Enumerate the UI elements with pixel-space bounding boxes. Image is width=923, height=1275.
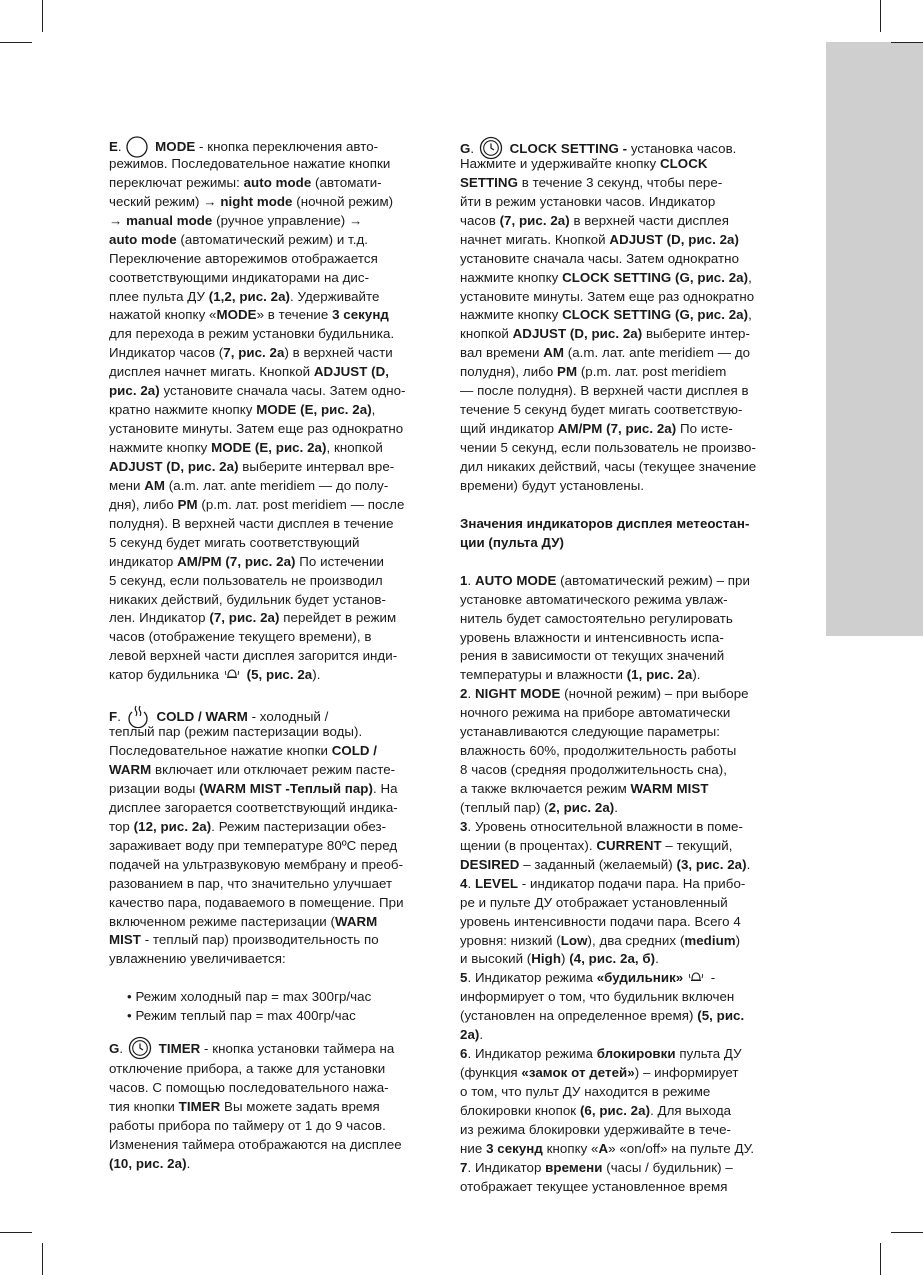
crop-mark [0,1232,32,1233]
crop-mark [42,0,43,32]
indicator-4: 4. LEVEL - индикатор подачи пара. На прибо- ре и пульте ДУ отображает установленный уровень интенсивности подачи пара. Всего 4 уровня: низкий (Low), два средних (medium) и высокий (High) (4, рис. 2a, б). [460,875,746,967]
section-title: CLOCK SETTING - [509,141,628,156]
indicator-2: 2. NIGHT MODE (ночной режим) – при выборе ночного режима на приборе автоматически устанавливаются следующие параметры: влажность 60%, продолжительность работы 8 часов (средняя продолжительность сна), а также включается режим WARM MIST (теплый пар) (2, рис. 2a). [460,686,749,815]
crop-mark [42,1243,43,1275]
section-f: F. COLD / WARM - холодный / теплый пар (режим пастеризации воды). Последовательное нажатие кнопки COLD / WARM включает или отключает режим пасте- ризации воды (WARM MIST -Теплый пар). На дисплее загорается соответствующий индика- тор (12, рис. 2a). Режим пастеризации обез- зараживает воду при температуре 80ºC перед подачей на ультразвуковую мембрану и преоб- разованием в пар, что значительно улучшает качество пара, подаваемого в помещение. При включенном режиме пастеризации (WARM MIST - теплый пар) производительность по увлажнению увеличивается: • Режим холодный пар = max 300гр/час • Режим теплый пар = max 400гр/час [109,704,449,1026]
crop-mark [891,1232,923,1233]
indicator-7: 7. Индикатор времени (часы / будильник) – отображает текущее установленное время [460,1159,733,1194]
section-title: MODE [155,139,196,154]
section-letter: G [109,1041,120,1057]
alarm-bell-icon [224,667,240,687]
indicator-6: 6. Индикатор режима блокировки пульта ДУ (функция «замок от детей») – информирует о том, что пульт ДУ находится в режиме блокировки кнопок (6, рис. 2a). Для выхода из режима блокировки удерживайте в тече- ние 3 секунд кнопку «A» «on/off» на пульте ДУ. [460,1046,755,1156]
list-item: • Режим теплый пар = max 400гр/час [127,1008,356,1024]
crop-mark [880,0,881,32]
side-tab [826,42,923,636]
indicator-1: 1. AUTO MODE (автоматический режим) – при установке автоматического режима увлаж- нитель будет самостоятельно регулировать уровень влажности и интенсивность испа- рения в зависимости от текущих значений температуры и влажности (1, рис. 2a). [460,572,750,683]
left-column [109,136,449,1174]
crop-mark [891,42,923,43]
right-column [460,136,795,1197]
list-item: • Режим холодный пар = max 300гр/час [127,989,372,1005]
indicator-3: 3. Уровень относительной влажности в поме- щении (в процентах). CURRENT – текущий, DESIRED – заданный (желаемый) (3, рис. 2a). [460,818,751,872]
section-letter: G [460,141,471,156]
crop-mark [880,1243,881,1275]
section-heading: Значения индикаторов дисплея метеостан- ции (пульта ДУ) [460,515,750,550]
crop-mark [0,42,32,43]
section-title: TIMER [158,1041,201,1057]
section-letter: F [109,709,118,725]
indicator-5: 5. Индикатор режима «будильник» - информирует о том, что будильник включен (установлен на определенное время) (5, рис. 2a). [460,970,745,1043]
section-g-clock: G. CLOCK SETTING - установка часов. Нажмите и удерживайте кнопку CLOCK SETTING в течение 3 секунд, чтобы пере- йти в режим установки часов. Индикатор часов (7, рис. 2a) в верхней части дисплея начнет мигать. Кнопкой ADJUST (D, рис. 2a) установите сначала часы. Затем однократно нажмите кнопку CLOCK SETTING (G, рис. 2a), установите минуты. Затем еще раз однократно нажмите кнопку CLOCK SETTING (G, рис. 2a), кнопкой ADJUST (D, рис. 2a) выберите интер- вал времени AM (a.m. лат. ante meridiem — до полудня), либо PM (p.m. лат. post meridiem — после полудня). В верхней части дисплея в течение 5 секунд будет мигать соответствую- щий индикатор AM/PM (7, рис. 2a) По исте- чении 5 секунд, если пользователь не произво- дил никаких действий, часы (текущее значение времени) будут установлены. [460,136,795,496]
section-g-timer: G. TIMER - кнопка установки таймера на отключение прибора, а также для установки часов. С помощью последовательного нажа- тия кнопки TIMER Вы можете задать время работы прибора по таймеру от 1 до 9 часов. Изменения таймера отображаются на дисплее (10, рис. 2a). [109,1036,449,1174]
section-letter: E [109,139,118,154]
section-e: E. MODE - кнопка переключения авто- режимов. Последовательное нажатие кнопки переключат режимы: auto mode (автомати- ческий режим) → night mode (ночной режим) → manual mode (ручное управление) → auto mode (автоматический режим) и т.д. Переключение авторежимов отображается соответствующими индикаторами на дис- плее пульта ДУ (1,2, рис. 2a). Удерживайте нажатой кнопку «MODE» в течение 3 секунд для перехода в режим установки будильника. Индикатор часов (7, рис. 2a) в верхней части дисплея начнет мигать. Кнопкой ADJUST (D, рис. 2a) установите сначала часы. Затем одно- кратно нажмите кнопку MODE (E, рис. 2a), установите минуты. Затем еще раз однократно нажмите кнопку MODE (E, рис. 2a), кнопкой ADJUST (D, рис. 2a) выберите интервал вре- мени AM (a.m. лат. ante meridiem — до полу- дня), либо PM (p.m. лат. post meridiem — после полудня). В верхней части дисплея в течение 5 секунд будет мигать соответствующий индикатор AM/PM (7, рис. 2a) По истечении 5 секунд, если пользователь не производил никаких действий, будильник будет установ- лен. Индикатор (7, рис. 2a) перейдет в режим часов (отображение текущего времени), в левой верхней части дисплея загорится инди- катор будильника (5, рис. 2a). [109,136,449,685]
section-title: COLD / WARM [156,709,248,725]
